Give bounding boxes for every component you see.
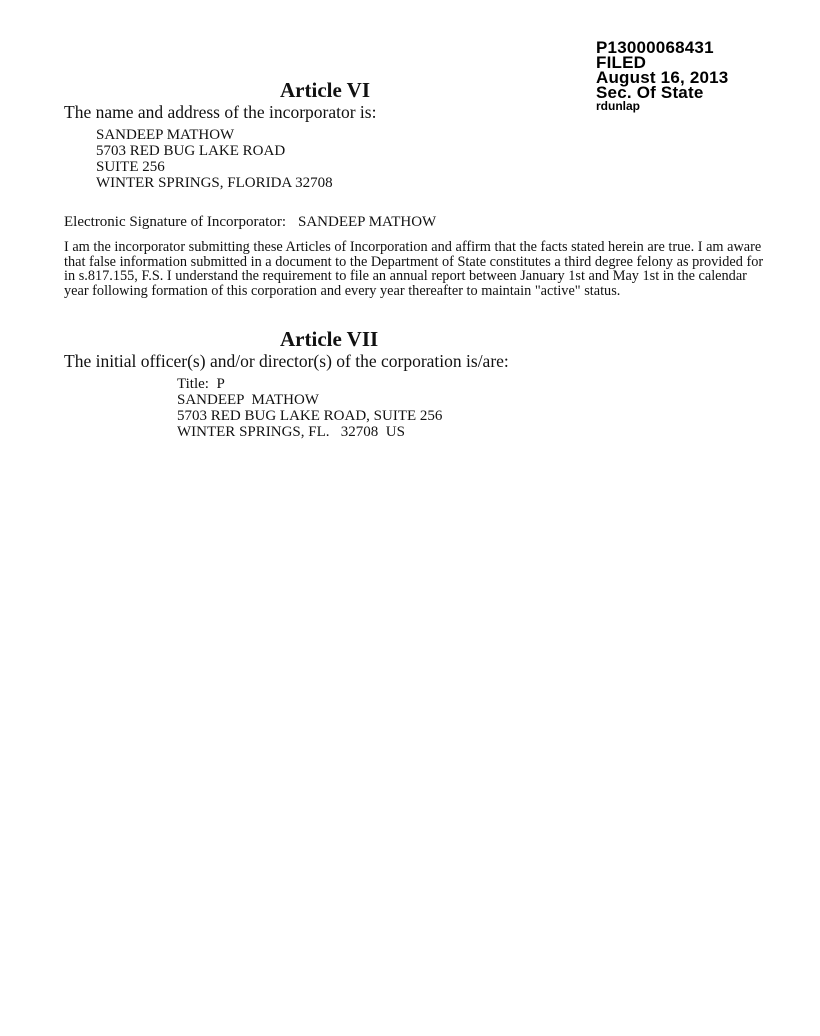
- electronic-signature-line: [64, 214, 436, 231]
- incorporator-address-line: 5703 RED BUG LAKE ROAD: [96, 143, 286, 159]
- incorporator-affirmation: I am the incorporator submitting these Articles of Incorporation and affirm that the facts stated herein are true. I am aware that false information submitted in a document to the Department of State constitutes a third degree felony as provided for in s.817.155, F.S. I understand the requirement to file an annual report between January 1st and May 1st in the calendar year following formation of this corporation and every year thereafter to maintain "active" status.: [64, 239, 764, 299]
- incorporator-address-line: SUITE 256: [96, 159, 165, 175]
- incorporator-address-line: WINTER SPRINGS, FLORIDA 32708: [96, 175, 333, 191]
- filing-clerk: rdunlap: [596, 99, 640, 113]
- officer-name: SANDEEP MATHOW: [177, 392, 319, 408]
- filing-stamp: [596, 40, 728, 113]
- filing-office: Sec. Of State: [596, 83, 704, 102]
- officer-city: WINTER SPRINGS, FL. 32708 US: [177, 424, 405, 440]
- officer-details: [177, 376, 442, 440]
- officer-street: 5703 RED BUG LAKE ROAD, SUITE 256: [177, 408, 443, 424]
- incorporator-address: [96, 127, 333, 191]
- incorporator-address-line: SANDEEP MATHOW: [96, 127, 235, 143]
- filing-status: FILED: [596, 53, 647, 72]
- article-6-intro: The name and address of the incorporator is:: [64, 102, 377, 122]
- article-7-heading: Article VII: [280, 327, 379, 351]
- filing-date: August 16, 2013: [596, 68, 729, 87]
- article-6-heading: Article VI: [280, 78, 370, 102]
- signature-label: Electronic Signature of Incorporator:: [64, 214, 286, 230]
- officer-title: Title: P: [177, 376, 225, 392]
- document-number: P13000068431: [596, 38, 714, 57]
- signature-name: SANDEEP MATHOW: [298, 214, 437, 230]
- article-7-intro: The initial officer(s) and/or director(s) of the corporation is/are:: [64, 351, 509, 371]
